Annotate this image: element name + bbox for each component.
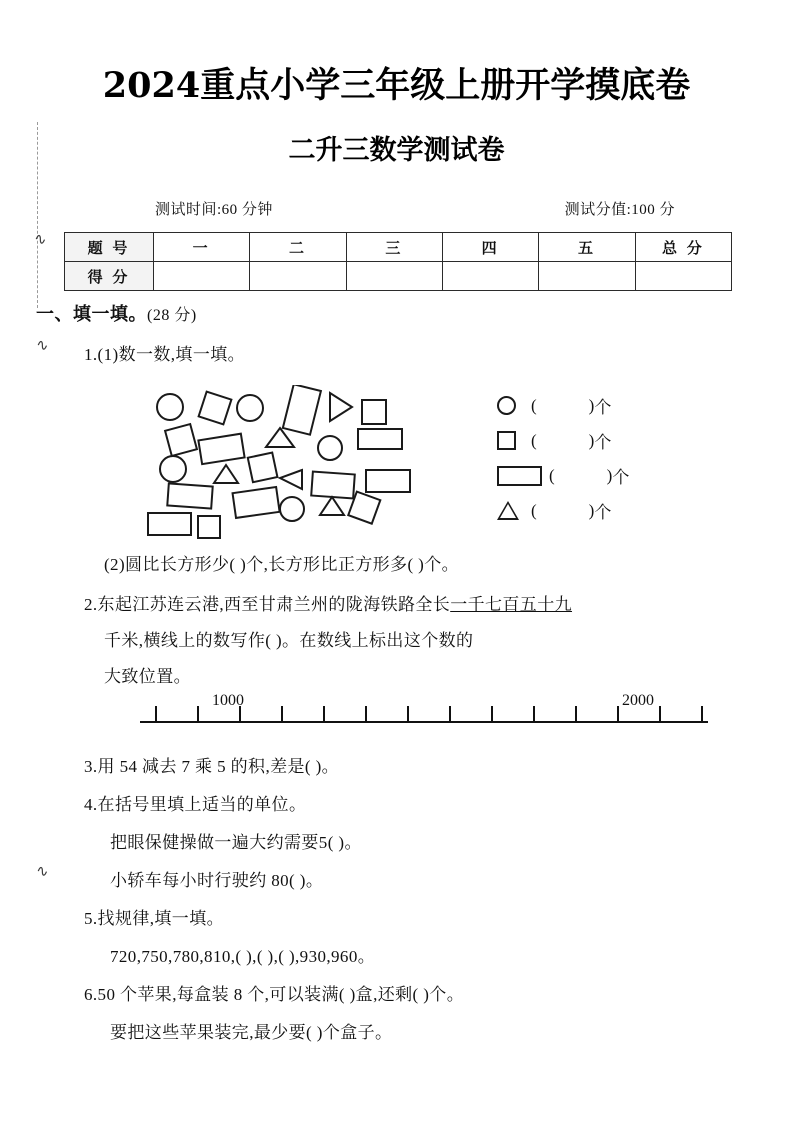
circle-icon: [497, 396, 531, 415]
question-4-line-3: 小轿车每小时行驶约 80( )。: [110, 871, 324, 890]
section-heading: [36, 300, 197, 326]
shape-cluster-figure: [140, 385, 440, 540]
column-header-1: 一: [154, 233, 250, 262]
column-header-total: 总 分: [635, 233, 731, 262]
rectangle-icon: [497, 466, 549, 486]
paren-close: ): [606, 465, 613, 485]
score-cell-5[interactable]: [539, 262, 635, 291]
question-5-line-1: 5.找规律,填一填。: [84, 909, 224, 928]
table-row-question-numbers: [65, 233, 732, 262]
paren-open: (: [531, 395, 537, 415]
question-3: 3.用 54 减去 7 乘 5 的积,差是( )。: [84, 757, 340, 776]
score-cell-4[interactable]: [442, 262, 538, 291]
question-6-line-1: 6.50 个苹果,每盒装 8 个,可以装满( )盒,还剩( )个。: [84, 985, 465, 1004]
squiggle-mark: ∿: [34, 334, 51, 356]
paren-close: ): [588, 395, 595, 415]
column-header-5: 五: [539, 233, 635, 262]
page-subtitle: 二升三数学测试卷: [288, 135, 505, 166]
column-header-3: 三: [346, 233, 442, 262]
table-row-scores: [65, 262, 732, 291]
unit-label-triangle: 个: [594, 503, 612, 522]
unit-label-rectangle: 个: [612, 468, 630, 487]
number-line-figure: [140, 692, 710, 744]
count-answer-row-rectangle: [497, 458, 727, 493]
paren-close: ): [588, 500, 595, 520]
question-2-line-2: 千米,横线上的数写作( )。在数线上标出这个数的: [104, 631, 474, 650]
question-2-line-3: 大致位置。: [104, 667, 191, 686]
row-label-score: 得 分: [65, 262, 154, 291]
column-header-2: 二: [250, 233, 346, 262]
count-answer-row-circle: [497, 388, 727, 423]
question-1-2: (2)圆比长方形少( )个,长方形比正方形多( )个。: [104, 555, 460, 574]
unit-label-circle: 个: [594, 398, 612, 417]
count-answer-row-square: [497, 423, 727, 458]
score-cell-1[interactable]: [154, 262, 250, 291]
squiggle-mark: ∿: [34, 860, 51, 882]
exam-time-label: 测试时间:60 分钟: [155, 202, 273, 218]
square-icon: [497, 431, 531, 450]
count-answer-list: [497, 388, 727, 528]
question-6-line-2: 要把这些苹果装完,最少要( )个盒子。: [110, 1023, 393, 1042]
paren-open: (: [549, 465, 555, 485]
question-2-line-1: [84, 590, 572, 615]
column-header-4: 四: [442, 233, 538, 262]
section-heading-text: 一、填一填。: [36, 304, 147, 324]
question-1-1: 1.(1)数一数,填一填。: [84, 345, 246, 364]
exam-meta: [155, 198, 675, 219]
question-4-line-1: 4.在括号里填上适当的单位。: [84, 795, 307, 814]
number-line-label-1000: 1000: [212, 692, 244, 709]
number-line-label-2000: 2000: [622, 692, 654, 709]
score-cell-3[interactable]: [346, 262, 442, 291]
score-cell-total[interactable]: [635, 262, 731, 291]
exam-score-label: 测试分值:100 分: [564, 202, 675, 218]
page-title: 2024重点小学三年级上册开学摸底卷: [102, 65, 691, 106]
section-points: (28 分): [147, 307, 197, 324]
score-cell-2[interactable]: [250, 262, 346, 291]
count-answer-row-triangle: [497, 493, 727, 528]
question-4-line-2: 把眼保健操做一遍大约需要5( )。: [110, 833, 362, 852]
question-2-text-a: 2.东起江苏连云港,西至甘肃兰州的陇海铁路全长: [84, 595, 451, 614]
score-table: [64, 232, 732, 291]
squiggle-mark: ∿: [32, 228, 49, 250]
question-2-underlined-number: 一千七百五十九: [450, 595, 573, 614]
unit-label-square: 个: [594, 433, 612, 452]
row-label-question-number: 题 号: [65, 233, 154, 262]
paren-close: ): [588, 430, 595, 450]
paren-open: (: [531, 500, 537, 520]
question-5-line-2: 720,750,780,810,( ),( ),( ),930,960。: [110, 947, 376, 966]
triangle-icon: [497, 501, 531, 520]
paren-open: (: [531, 430, 537, 450]
